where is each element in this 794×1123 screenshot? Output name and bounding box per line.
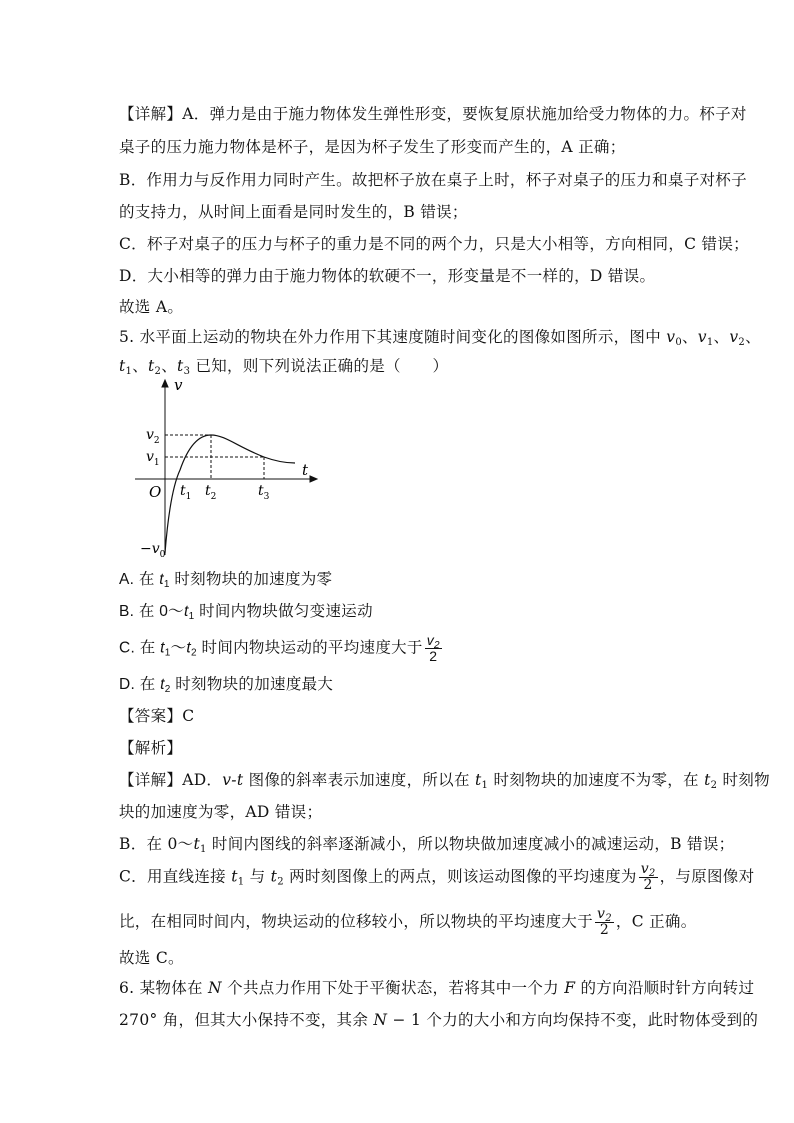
q4-solution-line-3: B．作用力与反作用力同时产生。故把杯子放在桌子上时，杯子对桌子的压力和桌子对杯子 [119,171,747,189]
t-axis-arrow [310,476,317,482]
q5-conclusion: 故选 C。 [119,949,184,967]
v-axis-arrow [162,380,168,387]
fraction-v2-over-2: $\frac{v_2}{2}$ [640,861,656,893]
q4-solution-line-4: 的支持力，从时间上面看是同时发生的，B 错误； [119,203,468,221]
q6-stem-line-1: 6. 某物体在 N 个共点力作用下处于平衡状态，若将其中一个力 F 的方向沿顺时针方向转过 [119,979,755,997]
q5-option-d[interactable]: D. 在 $t_2$ 时刻物块的加速度最大 [119,676,334,695]
v-axis-label: v [174,376,183,394]
t-axis-label: t [302,461,309,479]
q5-stem-line-2: $t_1$、$t_2$、$t_3$ 已知，则下列说法正确的是（ ） [119,357,449,377]
q4-conclusion: 故选 A。 [119,298,184,316]
q5-solution-line-2: 块的加速度为零，AD 错误； [119,803,323,821]
q5-stem-line-1: 5. 水平面上运动的物块在外力作用下其速度随时间变化的图像如图所示，图中 $v_0$、$v_1$、$v_2$、 [119,328,761,348]
velocity-time-graph [130,375,330,565]
origin-label: O [149,483,162,501]
q5-answer: 【答案】C [119,707,195,725]
t2-label: $t_2$ [205,483,217,502]
t3-label: $t_3$ [258,483,270,502]
q4-solution-line-2: 桌子的压力施力物体是杯子，是因为杯子发生了形变而产生的，A 正确； [119,138,626,156]
q4-solution-line-1: 【详解】A．弹力是由于施力物体发生弹性形变，要恢复原状施加给受力物体的力。杯子对 [119,105,747,123]
q4-solution-line-6: D．大小相等的弹力由于施力物体的软硬不一，形变量是不一样的，D 错误。 [119,267,656,285]
fraction-v2-over-2: $\frac{v_2}{2}$ [426,632,440,664]
neg-v0-label: $-v_0$ [140,541,166,560]
q5-option-b[interactable]: B. 在 $0\sim t_1$ 时间内物块做匀变速运动 [119,603,373,622]
q4-solution-line-5: C．杯子对桌子的压力与杯子的重力是不同的两个力，只是大小相等，方向相同，C 错误； [119,235,749,253]
q5-option-a[interactable]: A. 在 $t_1$ 时刻物块的加速度为零 [119,571,333,590]
q5-solution-line-1: 【详解】AD．v-t 图像的斜率表示加速度，所以在 $t_1$ 时刻物块的加速度不为零，在 $t_2$ 时刻物 [119,771,770,791]
q5-solution-line-3: B．在 $0\sim t_1$ 时间内图线的斜率逐渐减小，所以物块做加速度减小的减速运动，B 错误； [119,835,735,855]
q5-solution-line-5: 比，在相同时间内，物块运动的位移较小，所以物块的平均速度大于 $\frac{v_2}{2}$ ，C 正确。 [119,906,697,938]
q5-analysis-title: 【解析】 [119,739,183,757]
q5-option-c[interactable]: C. 在 $t_1\sim t_2$ 时间内物块运动的平均速度大于 $\frac{v_2}{2}$ [119,632,440,664]
q5-solution-line-4: C．用直线连接 $t_1$ 与 $t_2$ 两时刻图像上的两点，则该运动图像的平均速度为 $\frac{v_2}{2}$ ，与原图像对 [119,861,755,893]
v1-label: $v_1$ [146,449,160,468]
q6-stem-line-2: 270° 角，但其大小保持不变，其余 N − 1 个力的大小和方向均保持不变，此时物体受到的 [119,1011,759,1029]
fraction-v2-over-2: $\frac{v_2}{2}$ [597,906,612,938]
v2-label: $v_2$ [146,427,160,446]
t1-label: $t_1$ [180,483,192,502]
